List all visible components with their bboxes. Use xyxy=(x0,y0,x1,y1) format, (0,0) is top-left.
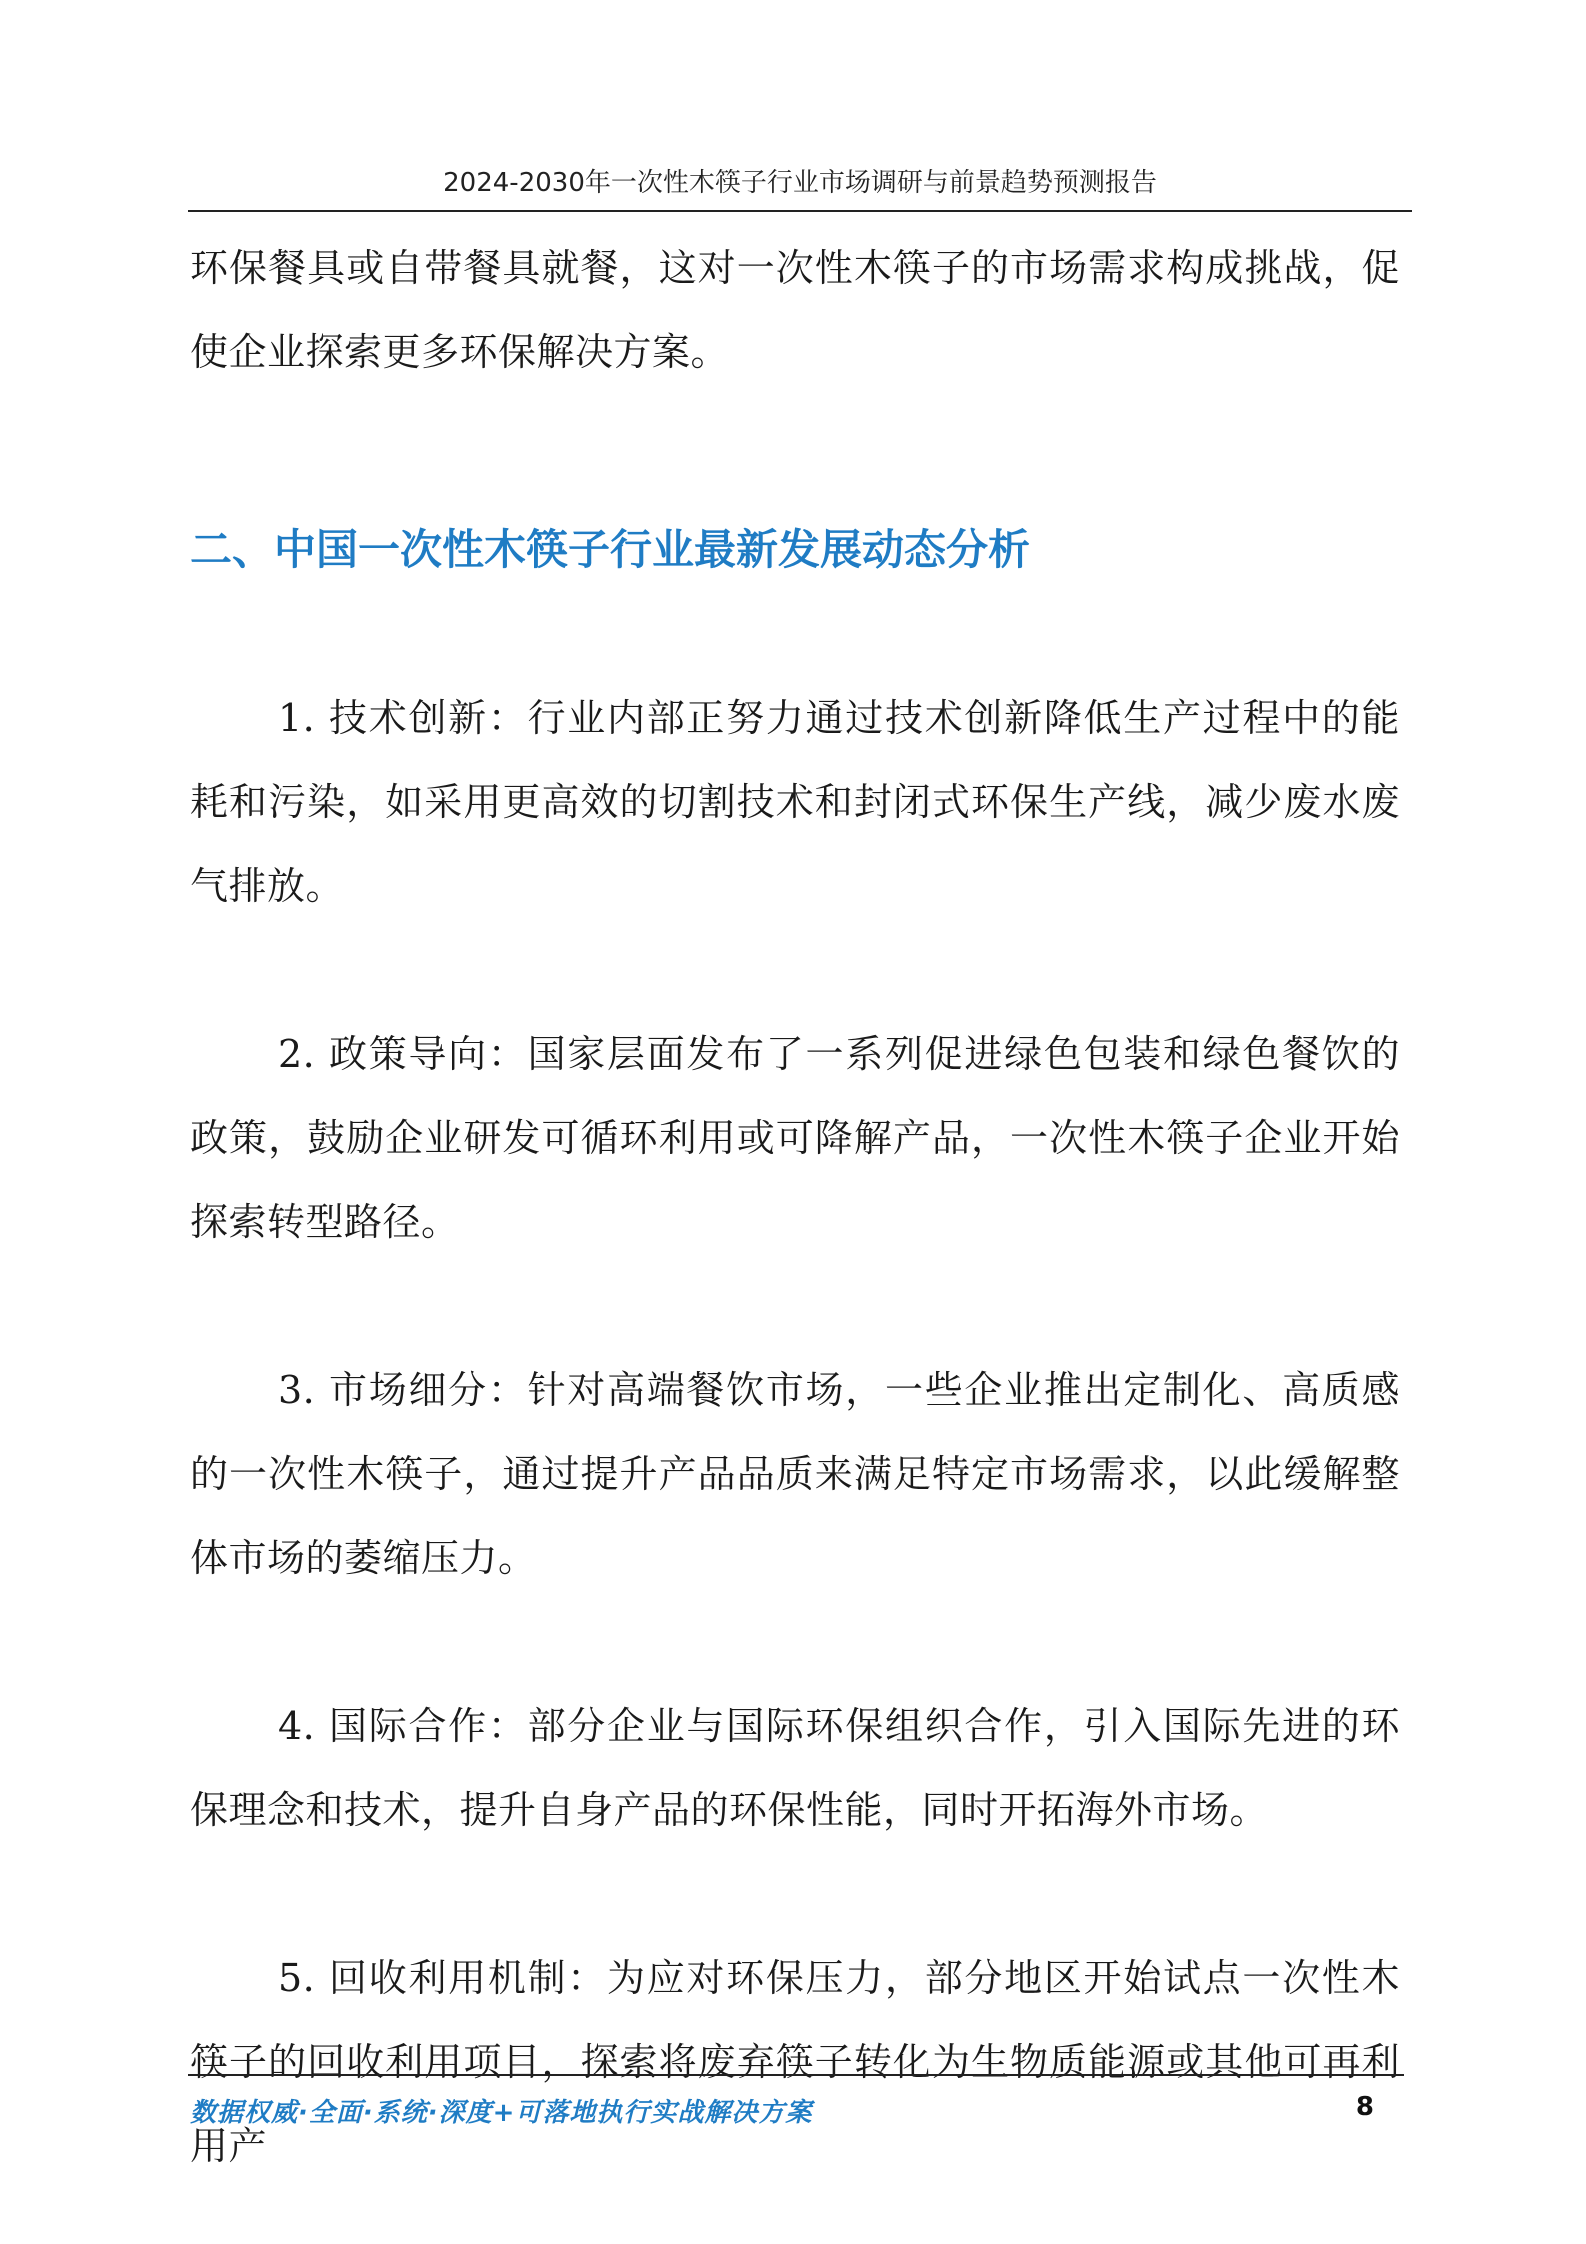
page-number: 8 xyxy=(1355,2092,1374,2122)
list-item-recycling-mechanism: 5. 回收利用机制：为应对环保压力，部分地区开始试点一次性木筷子的回收利用项目，探索将废弃筷子转化为生物质能源或其他可再利用产 xyxy=(190,1956,1400,2168)
page-header xyxy=(188,162,1412,212)
section-heading: 二、中国一次性木筷子行业最新发展动态分析 xyxy=(190,525,1031,574)
report-title: 2024-2030年一次性木筷子行业市场调研与前景趋势预测报告 xyxy=(443,168,1157,198)
list-item-market-segmentation: 3. 市场细分：针对高端餐饮市场，一些企业推出定制化、高质感的一次性木筷子，通过提升产品品质来满足特定市场需求，以此缓解整体市场的萎缩压力。 xyxy=(190,1368,1400,1580)
list-item-policy-guidance: 2. 政策导向：国家层面发布了一系列促进绿色包装和绿色餐饮的政策，鼓励企业研发可循环利用或可降解产品，一次性木筷子企业开始探索转型路径。 xyxy=(190,1032,1400,1244)
page-content xyxy=(190,222,1400,2188)
footer-slogan: 数据权威·全面·系统·深度+可落地执行实战解决方案 xyxy=(190,2098,813,2128)
page-footer xyxy=(188,2074,1404,2146)
intro-paragraph: 环保餐具或自带餐具就餐，这对一次性木筷子的市场需求构成挑战，促使企业探索更多环保解决方案。 xyxy=(190,246,1400,374)
list-item-international-cooperation: 4. 国际合作：部分企业与国际环保组织合作，引入国际先进的环保理念和技术，提升自身产品的环保性能，同时开拓海外市场。 xyxy=(190,1704,1400,1832)
list-item-technology-innovation: 1. 技术创新：行业内部正努力通过技术创新降低生产过程中的能耗和污染，如采用更高效的切割技术和封闭式环保生产线，减少废水废气排放。 xyxy=(190,696,1400,908)
